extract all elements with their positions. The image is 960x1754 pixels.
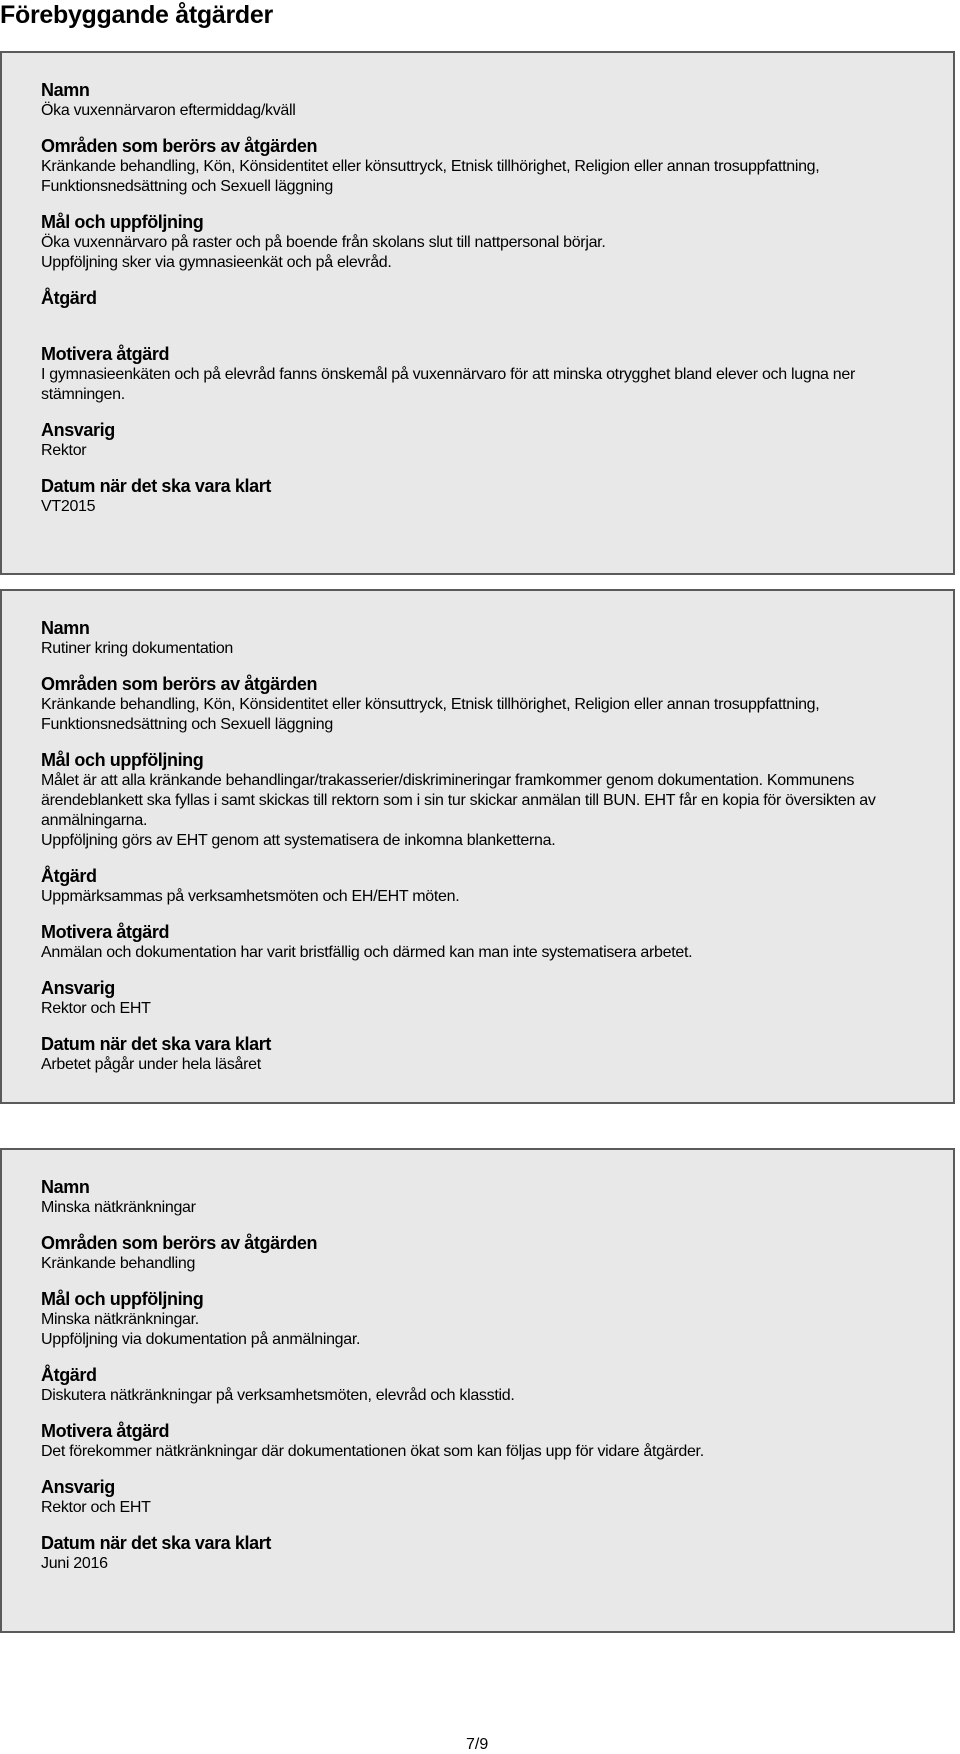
responsible-label: Ansvarig bbox=[41, 978, 115, 998]
motivation-value: I gymnasieenkäten och på elevråd fanns önskemål på vuxennärvaro för att minska otrygghet bland elever och lugna ner stämningen. bbox=[41, 366, 856, 403]
areas-label: Områden som berörs av åtgärden bbox=[41, 674, 318, 694]
measure-card bbox=[0, 1148, 955, 1633]
name-value: Öka vuxennärvaron eftermiddag/kväll bbox=[41, 102, 296, 119]
name-label: Namn bbox=[41, 80, 90, 100]
name-field bbox=[41, 79, 923, 121]
action-label: Åtgärd bbox=[41, 866, 97, 886]
measure-card bbox=[0, 589, 955, 1104]
action-field bbox=[41, 287, 923, 329]
motivation-field bbox=[41, 921, 923, 963]
action-label: Åtgärd bbox=[41, 1365, 97, 1385]
name-label: Namn bbox=[41, 618, 90, 638]
motivation-label: Motivera åtgärd bbox=[41, 344, 170, 364]
action-label: Åtgärd bbox=[41, 288, 97, 308]
deadline-field bbox=[41, 1532, 923, 1574]
goal-field bbox=[41, 749, 923, 851]
motivation-label: Motivera åtgärd bbox=[41, 1421, 170, 1441]
areas-label: Områden som berörs av åtgärden bbox=[41, 1233, 318, 1253]
action-value bbox=[41, 309, 923, 329]
page-number: 7/9 bbox=[466, 1736, 489, 1753]
measure-card bbox=[0, 51, 955, 575]
deadline-field bbox=[41, 475, 923, 517]
motivation-field bbox=[41, 343, 923, 405]
goal-label: Mål och uppföljning bbox=[41, 212, 204, 232]
goal-value: Målet är att alla kränkande behandlingar/trakasserier/diskrimineringar framkommer genom dokumentation. Kommunens ärendeblankett ska fyllas i samt skickas till rektorn som i sin tur skickar anmälan till BUN. EHT får en kopia för översikten av anmälningarna. Uppföljning görs av EHT genom att systematisera de inkomna blanketterna. bbox=[41, 772, 876, 849]
goal-value: Öka vuxennärvaro på raster och på boende från skolans slut till nattpersonal börjar. Uppföljning sker via gymnasieenkät och på elevråd. bbox=[41, 234, 606, 271]
responsible-field bbox=[41, 1476, 923, 1518]
deadline-label: Datum när det ska vara klart bbox=[41, 1533, 271, 1553]
deadline-label: Datum när det ska vara klart bbox=[41, 476, 271, 496]
responsible-value: Rektor bbox=[41, 442, 87, 459]
name-value: Minska nätkränkningar bbox=[41, 1199, 196, 1216]
goal-field bbox=[41, 1288, 923, 1350]
action-value: Uppmärksammas på verksamhetsmöten och EH/EHT möten. bbox=[41, 888, 460, 905]
action-field bbox=[41, 1364, 923, 1406]
areas-field bbox=[41, 135, 923, 197]
goal-value: Minska nätkränkningar. Uppföljning via dokumentation på anmälningar. bbox=[41, 1311, 361, 1348]
deadline-value: Arbetet pågår under hela läsåret bbox=[41, 1056, 261, 1073]
page-title: Förebyggande åtgärder bbox=[0, 1, 273, 29]
action-value: Diskutera nätkränkningar på verksamhetsmöten, elevråd och klasstid. bbox=[41, 1387, 515, 1404]
deadline-value: Juni 2016 bbox=[41, 1555, 108, 1572]
areas-value: Kränkande behandling bbox=[41, 1255, 196, 1272]
name-value: Rutiner kring dokumentation bbox=[41, 640, 234, 657]
responsible-field bbox=[41, 419, 923, 461]
name-label: Namn bbox=[41, 1177, 90, 1197]
responsible-value: Rektor och EHT bbox=[41, 1499, 151, 1516]
motivation-field bbox=[41, 1420, 923, 1462]
name-field bbox=[41, 1176, 923, 1218]
motivation-label: Motivera åtgärd bbox=[41, 922, 170, 942]
areas-field bbox=[41, 673, 923, 735]
areas-value: Kränkande behandling, Kön, Könsidentitet eller könsuttryck, Etnisk tillhörighet, Religion eller annan trosuppfattning, Funktionsnedsättning och Sexuell läggning bbox=[41, 158, 820, 195]
goal-label: Mål och uppföljning bbox=[41, 750, 204, 770]
goal-label: Mål och uppföljning bbox=[41, 1289, 204, 1309]
areas-label: Områden som berörs av åtgärden bbox=[41, 136, 318, 156]
areas-field bbox=[41, 1232, 923, 1274]
responsible-field bbox=[41, 977, 923, 1019]
deadline-label: Datum när det ska vara klart bbox=[41, 1034, 271, 1054]
responsible-label: Ansvarig bbox=[41, 1477, 115, 1497]
deadline-field bbox=[41, 1033, 923, 1075]
responsible-value: Rektor och EHT bbox=[41, 1000, 151, 1017]
action-field bbox=[41, 865, 923, 907]
motivation-value: Anmälan och dokumentation har varit bristfällig och därmed kan man inte systematisera arbetet. bbox=[41, 944, 693, 961]
areas-value: Kränkande behandling, Kön, Könsidentitet eller könsuttryck, Etnisk tillhörighet, Religion eller annan trosuppfattning, Funktionsnedsättning och Sexuell läggning bbox=[41, 696, 820, 733]
name-field bbox=[41, 617, 923, 659]
motivation-value: Det förekommer nätkränkningar där dokumentationen ökat som kan följas upp för vidare åtgärder. bbox=[41, 1443, 704, 1460]
goal-field bbox=[41, 211, 923, 273]
responsible-label: Ansvarig bbox=[41, 420, 115, 440]
deadline-value: VT2015 bbox=[41, 498, 96, 515]
